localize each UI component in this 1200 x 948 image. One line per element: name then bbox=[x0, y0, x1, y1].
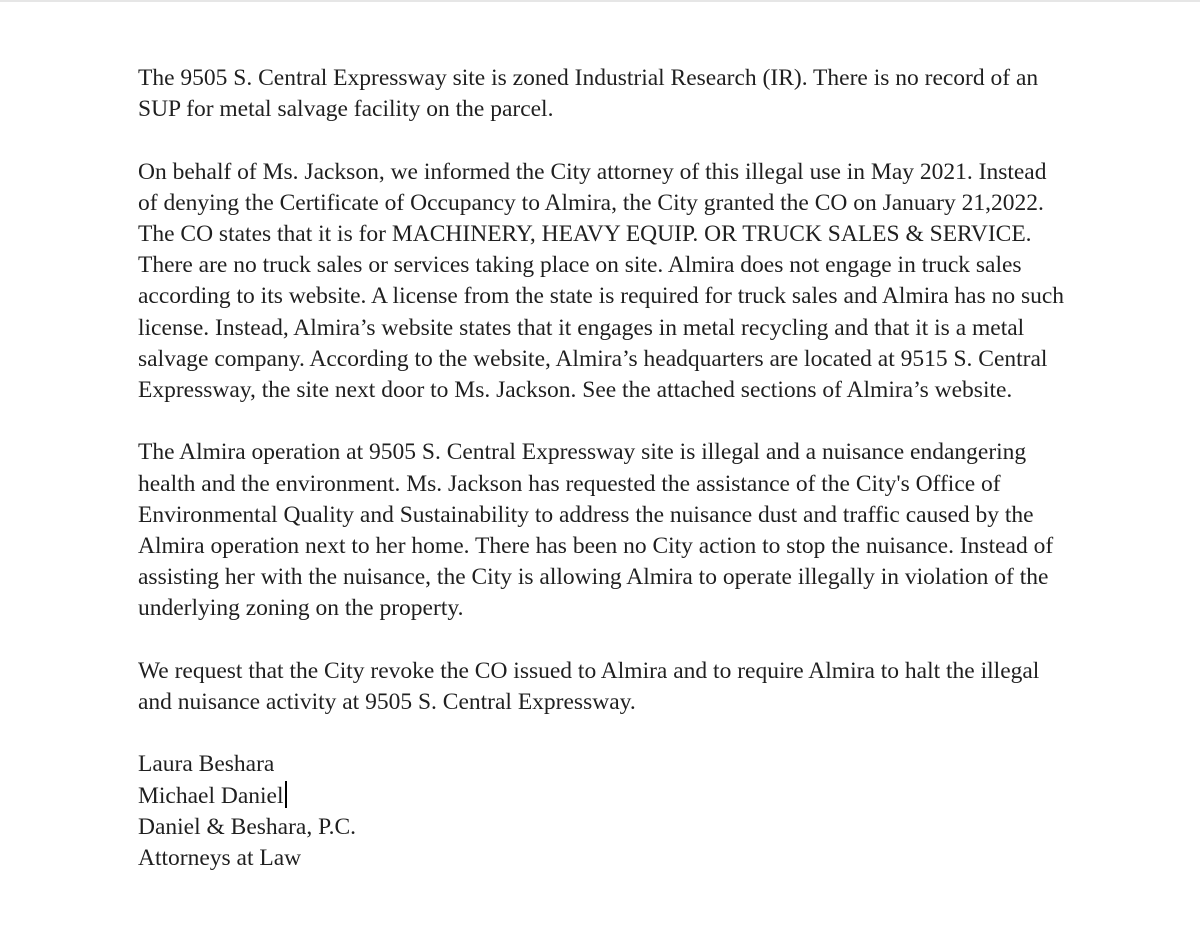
signature-name-michael-line bbox=[138, 781, 1068, 812]
signature-title: Attorneys at Law bbox=[138, 845, 302, 872]
signature-name-laura: Laura Beshara bbox=[138, 751, 275, 778]
signature-firm: Daniel & Beshara, P.C. bbox=[138, 813, 356, 840]
text-cursor bbox=[285, 781, 287, 808]
signature-block bbox=[138, 749, 1068, 874]
paragraph-request: We request that the City revoke the CO issued to Almira and to require Almira to halt the illegal and nuisance activity at 9505 S. Central Expressway. bbox=[138, 657, 1040, 716]
paragraph-nuisance: The Almira operation at 9505 S. Central Expressway site is illegal and a nuisance endangering health and the environment. Ms. Jackson has requested the assistance of the City's Office of Environmental Quality and Sustainability to address the nuisance dust and traffic caused by the Almira operation next to her home. There has been no City action to stop the nuisance. Instead of assisting her with the nuisance, the City is allowing Almira to operate illegally in violation of the underlying zoning on the property. bbox=[138, 439, 1054, 622]
top-divider bbox=[0, 0, 1200, 2]
paragraph-zoning: The 9505 S. Central Expressway site is zoned Industrial Research (IR). There is no record of an SUP for metal salvage facility on the parcel. bbox=[138, 65, 1039, 123]
document-body[interactable] bbox=[138, 63, 1068, 874]
paragraph-certificate-of-occupancy: On behalf of Ms. Jackson, we informed the City attorney of this illegal use in May 2021. Instead of denying the Certificate of Occupancy to Almira, the City granted the CO on January 21,2022. The CO states that it is for MACHINERY, HEAVY EQUIP. OR TRUCK SALES & SERVICE. There are no truck sales or services taking place on site. Almira does not engage in truck sales according to its website. A license from the state is required for truck sales and Almira has no such license. Instead, Almira’s website states that it engages in metal recycling and that it is a metal salvage company. According to the website, Almira’s headquarters are located at 9515 S. Central Expressway, the site next door to Ms. Jackson. See the attached sections of Almira’s website. bbox=[138, 158, 1065, 404]
signature-name-michael: Michael Daniel bbox=[138, 782, 284, 809]
